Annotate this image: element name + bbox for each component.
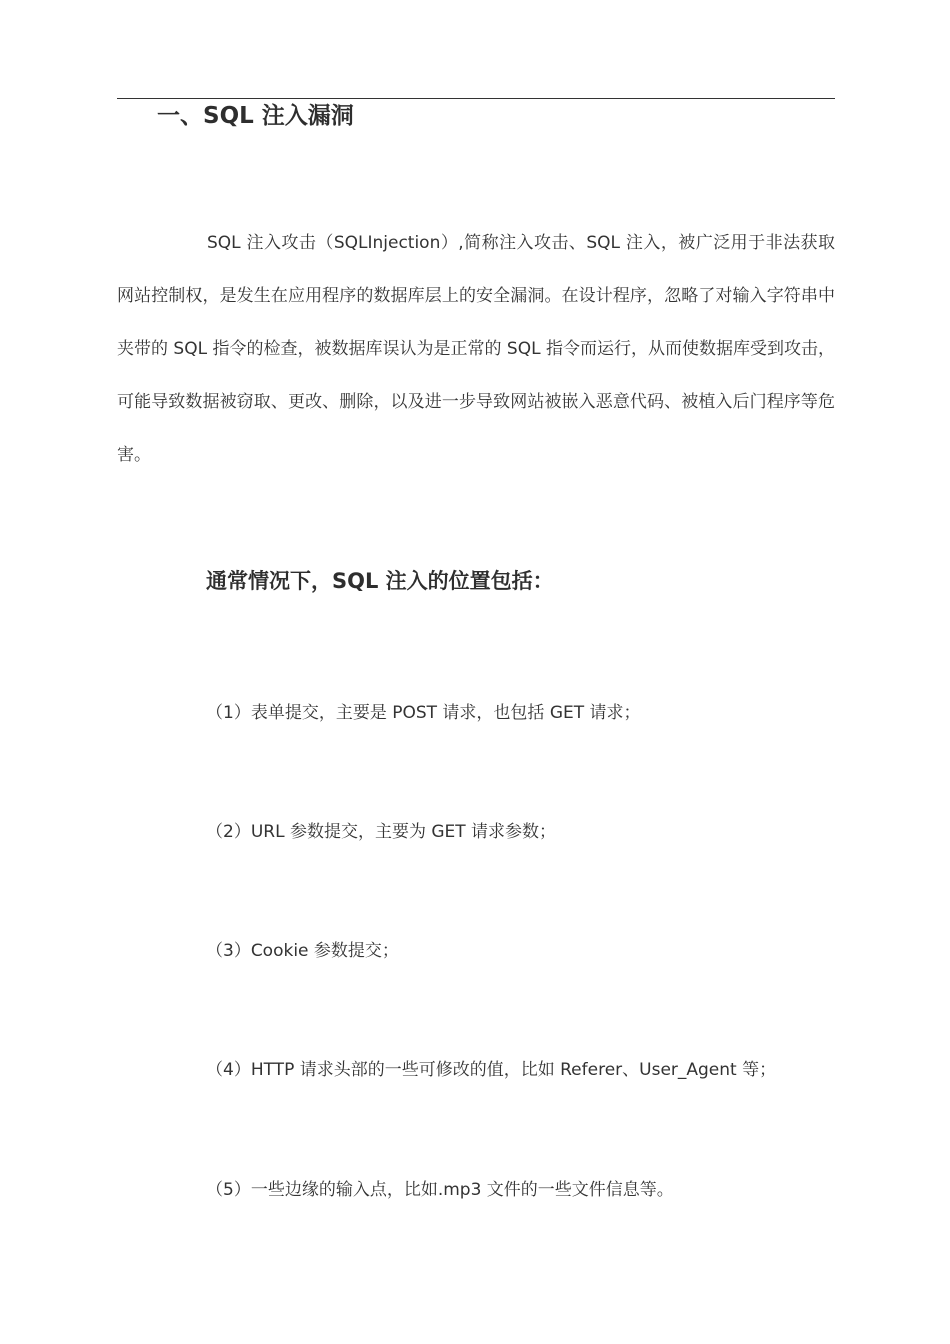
list-item-url-parameters: （2）URL 参数提交，主要为 GET 请求参数； bbox=[206, 822, 557, 842]
injection-locations-heading: 通常情况下，SQL 注入的位置包括： bbox=[206, 569, 554, 593]
list-item-form-submission: （1）表单提交，主要是 POST 请求，也包括 GET 请求； bbox=[206, 703, 641, 723]
list-item-http-headers: （4）HTTP 请求头部的一些可修改的值，比如 Referer、User_Agent 等； bbox=[206, 1060, 777, 1080]
section-heading: 一、SQL 注入漏洞 bbox=[157, 103, 354, 129]
header-rule bbox=[117, 98, 835, 99]
list-item-edge-inputs: （5）一些边缘的输入点，比如.mp3 文件的一些文件信息等。 bbox=[206, 1180, 674, 1200]
intro-paragraph: SQL 注入攻击（SQLInjection）,简称注入攻击、SQL 注入，被广泛用于非法获取网站控制权，是发生在应用程序的数据库层上的安全漏洞。在设计程序，忽略了对输入字符串中夹带的 SQL 指令的检查，被数据库误认为是正常的 SQL 指令而运行，从而使数据库受到攻击，可能导致数据被窃取、更改、删除，以及进一步导致网站被嵌入恶意代码、被植入后门程序等危害。 bbox=[117, 233, 835, 465]
list-item-cookie-parameters: （3）Cookie 参数提交； bbox=[206, 941, 399, 961]
